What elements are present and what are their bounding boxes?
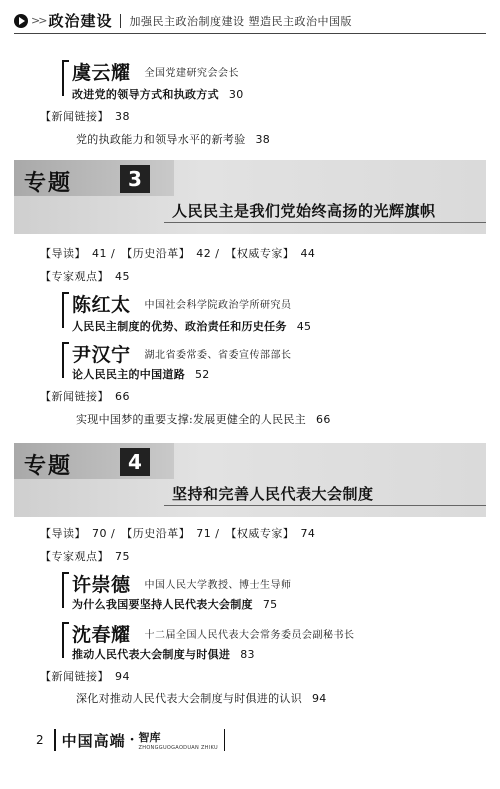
- expert-bracket: [62, 292, 69, 328]
- expert-name: 虞云耀: [72, 62, 131, 84]
- topic-word: 专题: [24, 454, 73, 479]
- page-number: 44: [300, 247, 316, 260]
- header-divider: [120, 14, 121, 28]
- expert-title: 中国人民大学教授、博士生导师: [144, 580, 292, 591]
- page-number: 52: [195, 368, 210, 381]
- expert-entry: [72, 620, 355, 647]
- news-title: 深化对推动人民代表大会制度与时俱进的认识: [76, 692, 302, 705]
- news-title: 党的执政能力和领导水平的新考验: [76, 133, 246, 146]
- article-entry[interactable]: [72, 318, 311, 334]
- news-entry[interactable]: [76, 690, 327, 706]
- footer-subbrand-en: ZHONGGUOGAODUAN ZHIKU: [138, 745, 218, 751]
- page-number: 38: [115, 110, 130, 123]
- page-number: 75: [262, 598, 278, 611]
- page-number: 83: [240, 648, 255, 661]
- page-number: 45: [115, 270, 130, 283]
- page-number: 38: [255, 133, 271, 146]
- banner-rule: [164, 505, 486, 506]
- news-title: 实现中国梦的重要支撑:发展更健全的人民民主: [76, 413, 307, 426]
- news-link-label: 【新闻链接】 66: [40, 390, 130, 403]
- nav-label[interactable]: 【历史沿革】: [121, 527, 191, 540]
- expert-name: 沈春耀: [72, 624, 131, 646]
- article-title: 改进党的领导方式和执政方式: [72, 88, 219, 101]
- expert-bracket: [62, 60, 69, 96]
- page-number: 70: [92, 527, 107, 540]
- page-number: 94: [312, 692, 327, 705]
- footer-divider: [54, 729, 56, 751]
- page-footer: [36, 728, 225, 752]
- footer-divider-right: [224, 729, 225, 751]
- topic-number: 4: [120, 448, 150, 476]
- section-title: 政治建设: [48, 12, 113, 30]
- page-number: 94: [115, 670, 130, 683]
- page-number: 42: [196, 247, 212, 260]
- page-number: 74: [300, 527, 316, 540]
- topic-4-banner: [14, 443, 486, 517]
- expert-bracket: [62, 572, 69, 608]
- topic-word: 专题: [24, 171, 73, 196]
- page-number: 45: [296, 320, 312, 333]
- footer-brand: 中国高端: [61, 731, 126, 750]
- article-entry[interactable]: [72, 86, 244, 102]
- expert-name: 尹汉宁: [72, 344, 131, 366]
- expert-entry: [72, 570, 292, 597]
- nav-separator: /: [111, 527, 116, 540]
- expert-entry: [72, 58, 239, 85]
- nav-label[interactable]: 【权威专家】: [225, 247, 295, 260]
- nav-label[interactable]: 【导读】: [40, 247, 86, 260]
- page-number: 71: [196, 527, 212, 540]
- page-number: 66: [316, 413, 331, 426]
- nav-label[interactable]: 【历史沿革】: [121, 247, 191, 260]
- expert-title: 中国社会科学院政治学所研究员: [144, 300, 292, 311]
- topic-3-nav: [40, 245, 315, 261]
- expert-title: 全国党建研究会会长: [144, 68, 240, 79]
- expert-name: 陈红太: [72, 294, 131, 316]
- nav-separator: /: [215, 247, 220, 260]
- page-number: 41: [92, 247, 107, 260]
- arrows-icon: >>: [31, 14, 46, 27]
- topic-4-nav: [40, 525, 315, 541]
- article-title: 论人民民主的中国道路: [72, 368, 185, 381]
- running-header: [14, 8, 486, 34]
- nav-separator: /: [111, 247, 116, 260]
- article-entry[interactable]: [72, 646, 255, 662]
- expert-title: 十二届全国人民代表大会常务委员会副秘书长: [144, 630, 355, 641]
- article-title: 推动人民代表大会制度与时俱进: [72, 648, 231, 661]
- news-link-label: 【新闻链接】 38: [40, 110, 130, 123]
- expert-entry: [72, 290, 292, 317]
- expert-views-label: 【专家观点】 75: [40, 550, 130, 563]
- footer-page-number: 2: [36, 733, 44, 747]
- expert-views-label: 【专家观点】 45: [40, 270, 130, 283]
- footer-subbrand: [139, 729, 218, 751]
- topic-number: 3: [120, 165, 150, 193]
- topic-3-banner: [14, 160, 486, 234]
- footer-subbrand-cn: 智库: [138, 731, 161, 744]
- expert-bracket: [62, 622, 69, 658]
- page-number: 30: [228, 88, 244, 101]
- article-entry[interactable]: [72, 596, 277, 612]
- article-entry[interactable]: [72, 366, 210, 382]
- play-icon: [14, 14, 28, 28]
- expert-bracket: [62, 342, 69, 378]
- page-number: 66: [115, 390, 130, 403]
- section-subtitle: 加强民主政治制度建设 塑造民主政治中国版: [129, 14, 352, 28]
- footer-dot: ·: [129, 732, 135, 748]
- article-title: 人民民主制度的优势、政治责任和历史任务: [72, 320, 287, 333]
- page-number: 75: [115, 550, 130, 563]
- topic-title[interactable]: 人民民主是我们党始终高扬的光辉旗帜: [172, 202, 436, 220]
- topic-title[interactable]: 坚持和完善人民代表大会制度: [172, 485, 374, 503]
- nav-label[interactable]: 【导读】: [40, 527, 86, 540]
- expert-title: 湖北省委常委、省委宣传部部长: [144, 350, 292, 361]
- article-title: 为什么我国要坚持人民代表大会制度: [72, 598, 253, 611]
- news-entry[interactable]: [76, 411, 331, 427]
- nav-label[interactable]: 【权威专家】: [225, 527, 295, 540]
- news-entry[interactable]: [76, 131, 270, 147]
- banner-rule: [164, 222, 486, 223]
- expert-name: 许崇德: [72, 574, 131, 596]
- news-link-label: 【新闻链接】 94: [40, 670, 130, 683]
- nav-separator: /: [215, 527, 220, 540]
- expert-entry: [72, 340, 292, 367]
